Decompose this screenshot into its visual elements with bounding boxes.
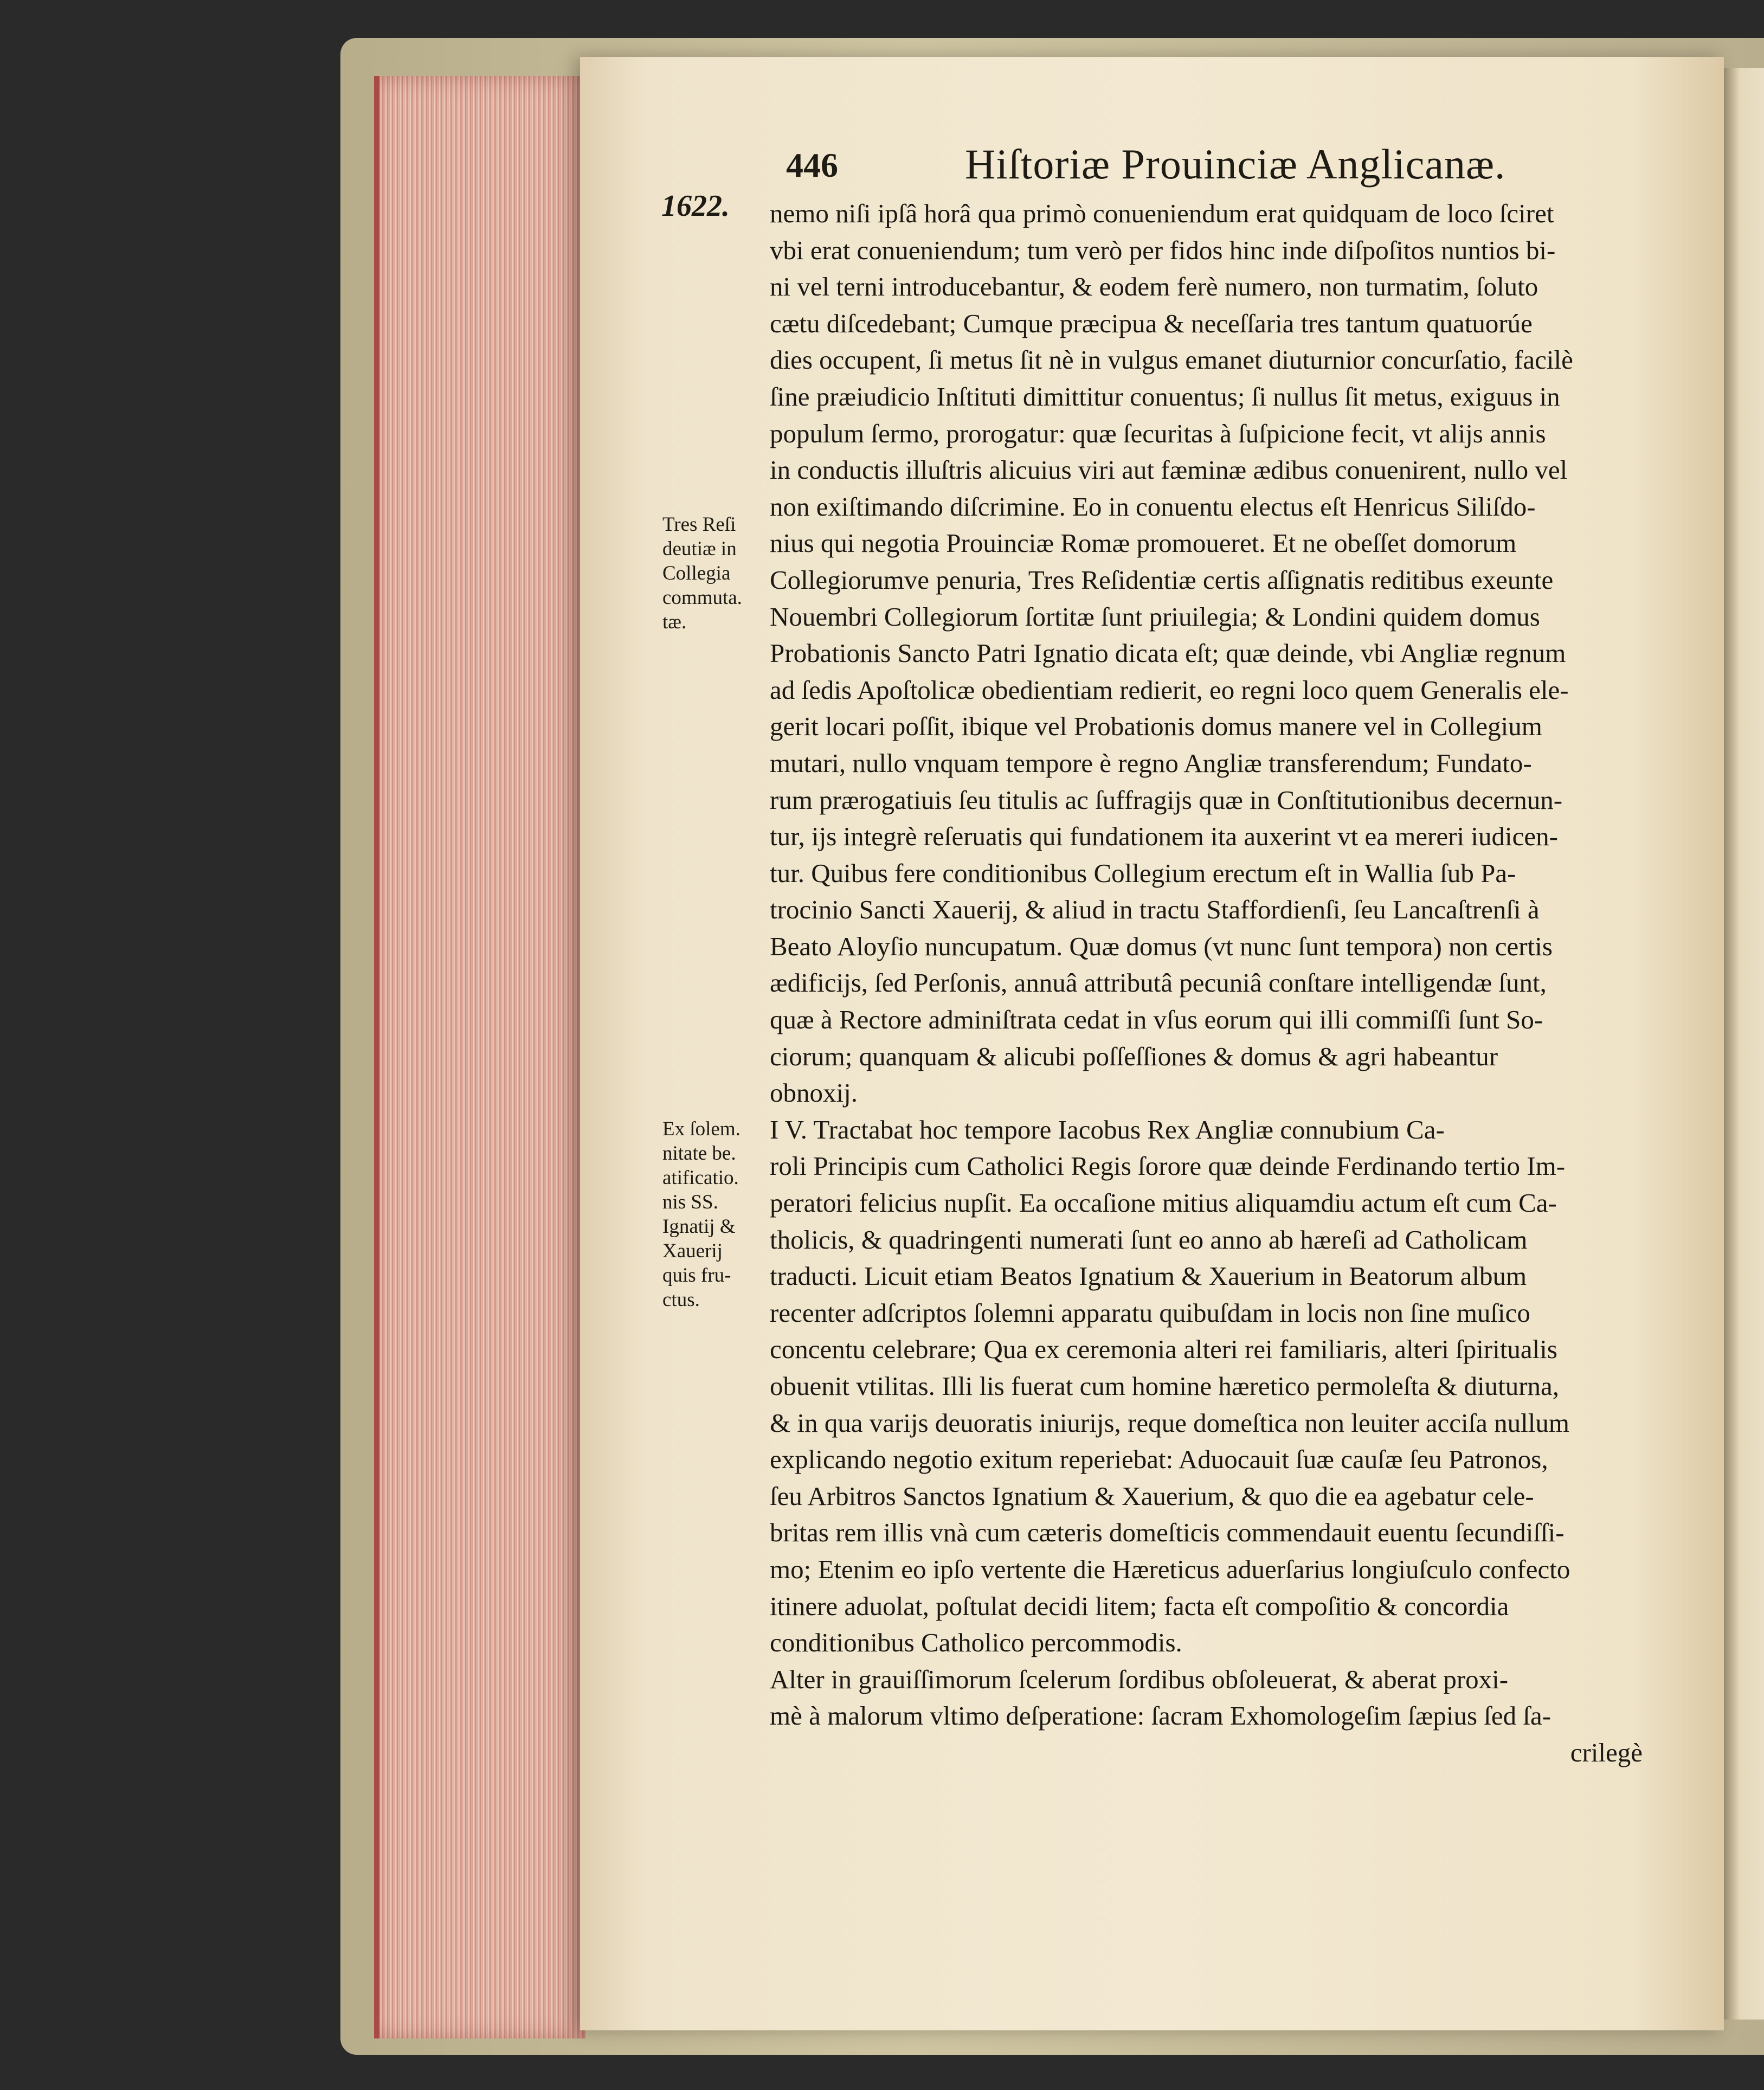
margin-note-line: Ex ſolem. — [662, 1118, 741, 1140]
running-title: Hiſtoriæ Prouinciæ Anglicanæ. — [965, 140, 1506, 188]
text-line: non exiſtimando diſcrimine. Eo in conuentu electus eſt Henricus Siliſdo- — [770, 491, 1536, 522]
body-text — [770, 195, 1643, 1771]
margin-note-beatification — [662, 1117, 741, 1312]
page-header — [786, 140, 1708, 189]
text-line: gerit locari poſſit, ibique vel Probationis domus manere vel in Collegium — [770, 711, 1542, 742]
text-line: mo; Etenim eo ipſo vertente die Hæreticus aduerſarius longiuſculo confecto — [770, 1554, 1570, 1584]
text-line: cætu diſcedebant; Cumque præcipua & neceſſaria tres tantum quatuorúe — [770, 308, 1533, 338]
text-line: traducti. Licuit etiam Beatos Ignatium & Xauerium in Beatorum album — [770, 1261, 1527, 1291]
margin-note-line: Tres Reſi — [662, 513, 736, 536]
text-line: ad ſedis Apoſtolicæ obedientiam redierit, eo regni loco quem Generalis ele- — [770, 674, 1569, 705]
margin-note-line: Collegia — [662, 562, 731, 584]
page-number: 446 — [786, 146, 838, 184]
text-line: dies occupent, ſi metus ſit nè in vulgus emanet diuturnior concurſatio, facilè — [770, 345, 1573, 375]
text-line: Alter in grauiſſimorum ſcelerum ſordibus obſoleuerat, & aberat proxi- — [770, 1664, 1509, 1694]
text-line: ni vel terni introducebantur, & eodem ferè numero, non turmatim, ſoluto — [770, 272, 1538, 302]
year-marginal: 1622. — [661, 189, 730, 223]
text-line: tur, ijs integrè reſeruatis qui fundationem ita auxerint vt ea mereri iudicen- — [770, 821, 1558, 852]
margin-note-line: commuta. — [662, 587, 742, 609]
margin-note-line: quis fru- — [662, 1264, 731, 1287]
text-line: tur. Quibus fere conditionibus Collegium erectum eſt in Wallia ſub Pa- — [770, 858, 1516, 888]
text-line: ciorum; quanquam & alicubi poſſeſſiones & domus & agri habeantur — [770, 1041, 1498, 1071]
margin-note-line: ctus. — [662, 1289, 700, 1311]
facing-page-edge — [1724, 68, 1764, 2020]
text-line: recenter adſcriptos ſolemni apparatu quibuſdam in locis non ſine muſico — [770, 1297, 1530, 1328]
page-edges — [374, 76, 585, 2038]
text-line: obnoxij. — [770, 1078, 858, 1108]
text-line: mutari, nullo vnquam tempore è regno Angliæ transferendum; Fundato- — [770, 748, 1532, 778]
text-line: Probationis Sancto Patri Ignatio dicata eſt; quæ deinde, vbi Angliæ regnum — [770, 638, 1566, 668]
text-line: quæ à Rectore adminiſtrata cedat in vſus eorum qui illi commiſſi ſunt So- — [770, 1005, 1543, 1035]
text-line: I V. Tractabat hoc tempore Iacobus Rex Angliæ connubium Ca- — [770, 1114, 1445, 1144]
text-line: Beato Aloyſio nuncupatum. Quæ domus (vt nunc ſunt tempora) non certis — [770, 931, 1553, 961]
text-line: Nouembri Collegiorum ſortitæ ſunt priuilegia; & Londini quidem domus — [770, 601, 1540, 632]
text-line: ſine præiudicio Inſtituti dimittitur conuentus; ſi nullus ſit metus, exiguus in — [770, 381, 1560, 411]
text-line: vbi erat conueniendum; tum verò per fidos hinc inde diſpoſitos nuntios bi- — [770, 235, 1556, 265]
text-line: peratori felicius nupſit. Ea occaſione mitius aliquamdiu actum eſt cum Ca- — [770, 1188, 1557, 1218]
text-line: ædificijs, ſed Perſonis, annuâ attributâ pecuniâ conſtare intelligendæ ſunt, — [770, 968, 1547, 998]
text-line: & in qua varijs deuoratis iniurijs, reque domeſtica non leuiter acciſa nullum — [770, 1407, 1570, 1438]
margin-note-line: nitate be. — [662, 1142, 736, 1165]
text-line: Collegiorumve penuria, Tres Reſidentiæ certis aſſignatis reditibus exeunte — [770, 564, 1554, 595]
margin-note-line: deutiæ in — [662, 538, 737, 560]
margin-note-line: tæ. — [662, 611, 687, 633]
margin-note-line: nis SS. — [662, 1191, 718, 1213]
catchword: crilegè — [1570, 1737, 1643, 1767]
text-line: nius qui negotia Prouinciæ Romæ promoueret. Et ne obeſſet domorum — [770, 528, 1517, 558]
text-line: tholicis, & quadringenti numerati ſunt eo anno ab hæreſi ad Catholicam — [770, 1224, 1528, 1255]
text-line: britas rem illis vnà cum cæteris domeſticis commendauit euentu ſecundiſſi- — [770, 1517, 1565, 1548]
text-line: explicando negotio exitum reperiebat: Aduocauit ſuæ cauſæ ſeu Patronos, — [770, 1444, 1548, 1475]
text-line: rum prærogatiuis ſeu titulis ac ſuffragijs quæ in Conſtitutionibus decernun- — [770, 784, 1563, 815]
text-line: populum ſermo, prorogatur: quæ ſecuritas à ſuſpicione fecit, vt alijs annis — [770, 418, 1546, 448]
margin-note-line: Xauerij — [662, 1240, 723, 1262]
text-line: roli Principis cum Catholici Regis ſorore quæ deinde Ferdinando tertio Im- — [770, 1151, 1566, 1181]
text-line: obuenit vtilitas. Illi lis fuerat cum homine hæretico permoleſta & diuturna, — [770, 1371, 1560, 1401]
text-line: in conductis illuſtris alicuius viri aut fæminæ ædibus conuenirent, nullo vel — [770, 455, 1568, 485]
text-line: concentu celebrare; Qua ex ceremonia alteri rei familiaris, alteri ſpiritualis — [770, 1334, 1557, 1365]
text-line: trocinio Sancti Xauerij, & aliud in tractu Staffordienſi, ſeu Lancaſtrenſi à — [770, 895, 1540, 925]
text-line: conditionibus Catholico percommodis. — [770, 1628, 1182, 1658]
text-line: nemo niſi ipſâ horâ qua primò conueniendum erat quidquam de loco ſciret — [770, 198, 1554, 228]
margin-note-residences — [662, 512, 742, 634]
text-line: ſeu Arbitros Sanctos Ignatium & Xauerium, & quo die ea agebatur cele- — [770, 1481, 1534, 1511]
text-line: itinere aduolat, poſtulat decidi litem; facta eſt compoſitio & concordia — [770, 1591, 1509, 1621]
text-line: mè à malorum vltimo deſperatione: ſacram Exhomologeſim ſæpius ſed ſa- — [770, 1701, 1551, 1731]
margin-note-line: Ignatij & — [662, 1216, 736, 1238]
margin-note-line: atificatio. — [662, 1167, 739, 1189]
